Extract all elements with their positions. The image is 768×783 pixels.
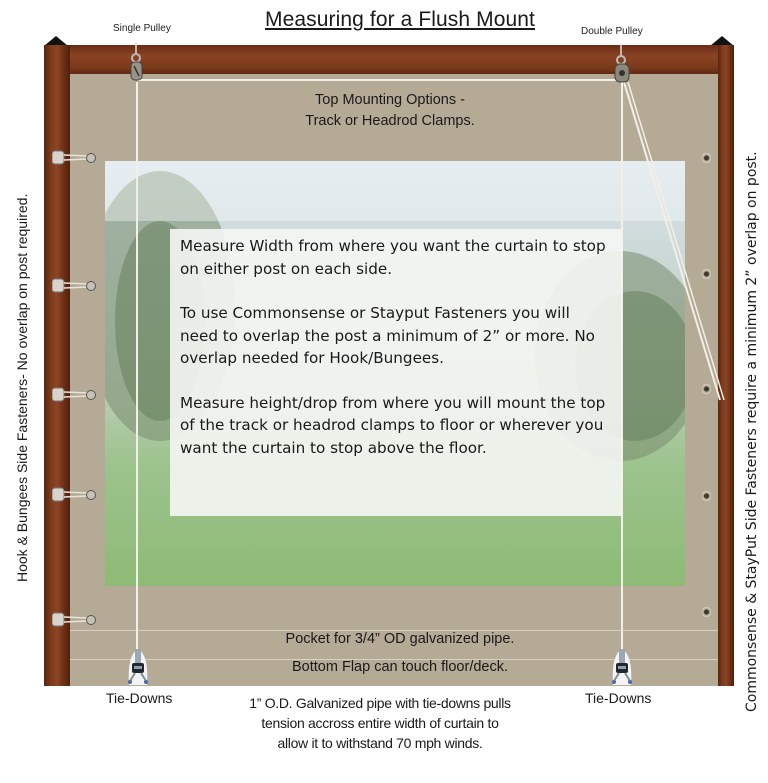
instruction-fasteners: To use Commonsense or Stayput Fasteners you will need to overlap the post a minimum of 2” or more. No overlap needed for Hook/Bungees. bbox=[180, 304, 595, 367]
bottom-flap-label: Bottom Flap can touch floor/deck. bbox=[292, 659, 508, 675]
right-tie-downs-label: Tie-Downs bbox=[585, 690, 652, 706]
top-rope bbox=[138, 79, 622, 81]
left-side-fastener-label: Hook & Bungees Side Fasteners- No overlap on post required. bbox=[14, 193, 30, 582]
top-mounting-label bbox=[230, 90, 550, 132]
hook-bungee-icon bbox=[52, 612, 98, 628]
pipe-caption-line2: tension accross entire width of curtain to bbox=[261, 715, 499, 731]
single-pulley-label: Single Pulley bbox=[113, 23, 171, 34]
pipe-caption-line1: 1” O.D. Galvanized pipe with tie-downs pulls bbox=[249, 695, 511, 711]
left-pulley-rope bbox=[136, 82, 138, 652]
left-tie-downs-label: Tie-Downs bbox=[106, 690, 173, 706]
diagonal-rope bbox=[610, 70, 730, 430]
grommet-icon bbox=[702, 268, 711, 280]
instruction-height: Measure height/drop from where you will mount the top of the track or headrod clamps to floor or wherever you want the curtain to stop above the floor. bbox=[180, 393, 606, 457]
diagram-title: Measuring for a Flush Mount bbox=[265, 8, 535, 31]
grommet-icon bbox=[702, 490, 711, 502]
instructions-box bbox=[170, 229, 622, 516]
grommet-icon bbox=[702, 383, 711, 395]
right-tie-down-icon bbox=[607, 645, 637, 687]
grommet-icon bbox=[702, 606, 711, 618]
left-tie-down-icon bbox=[123, 645, 153, 687]
window-glare bbox=[105, 161, 685, 221]
top-mounting-line1: Top Mounting Options - bbox=[315, 92, 465, 108]
hook-bungee-icon bbox=[52, 487, 98, 503]
pocket-label: Pocket for 3/4” OD galvanized pipe. bbox=[285, 631, 515, 647]
double-pulley-label: Double Pulley bbox=[581, 26, 643, 37]
hook-bungee-icon bbox=[52, 150, 98, 166]
hook-bungee-icon bbox=[52, 387, 98, 403]
double-pulley-icon bbox=[612, 44, 632, 86]
pipe-caption-line3: allow it to withstand 70 mph winds. bbox=[277, 735, 483, 751]
pipe-caption bbox=[190, 693, 570, 753]
right-side-fastener-label: Commonsense & StayPut Side Fasteners require a minimum 2” overlap on post. bbox=[744, 151, 760, 712]
single-pulley-icon bbox=[128, 42, 146, 84]
left-post bbox=[44, 45, 70, 686]
instruction-width: Measure Width from where you want the curtain to stop on either post on each side. bbox=[180, 237, 606, 278]
grommet-icon bbox=[702, 152, 711, 164]
top-mounting-line2: Track or Headrod Clamps. bbox=[305, 113, 475, 129]
hook-bungee-icon bbox=[52, 278, 98, 294]
